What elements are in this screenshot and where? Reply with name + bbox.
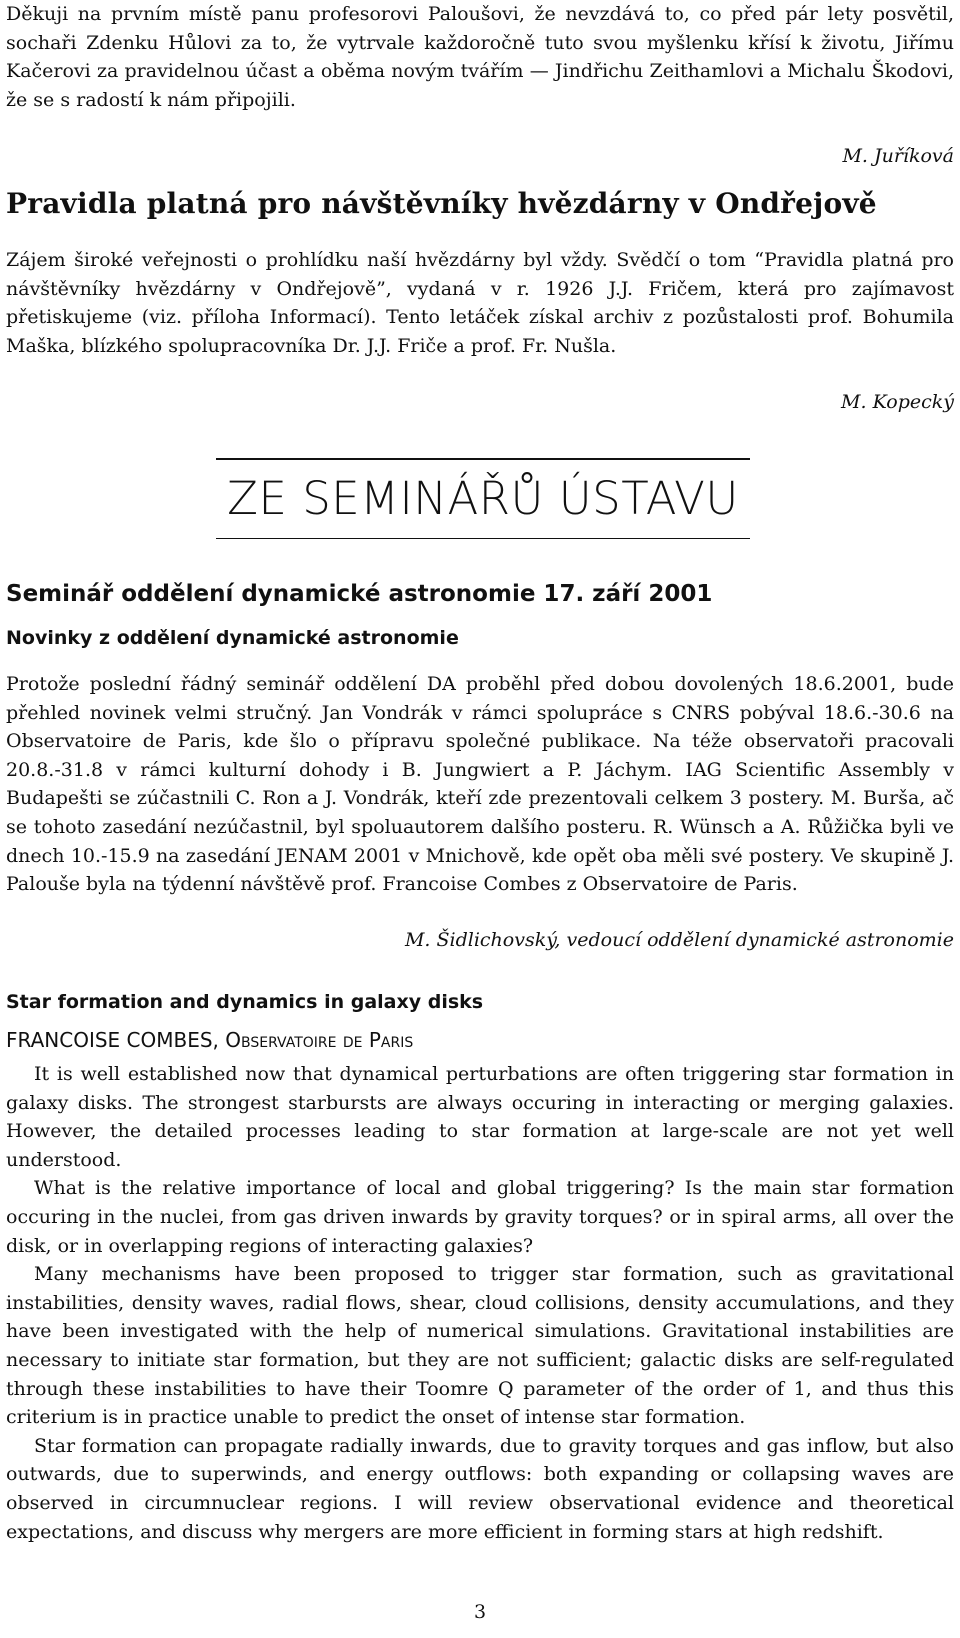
abstract-paragraph: What is the relative importance of local and global triggering? Is the main star formation occuring in the nuclei, from gas driven inwards by gravity torques? or in spiral arms, all over the disk, or in overlapping regions of interacting galaxies? — [6, 1177, 954, 1257]
abstract-paragraph: Many mechanisms have been proposed to trigger star formation, such as gravitational instabilities, density waves, radial flows, shear, cloud collisions, density accumulations, and they have been investigated with the help of numerical simulations. Gravitational instabilities are necessary to initiate star formation, but they are not sufficient; galactic disks are self-regulated through these instabilities to have their Toomre Q parameter of the order of 1, and thus this criterium is in practice unable to predict the onset of intense star formation. — [6, 1263, 954, 1429]
intro-signature: M. Juříková — [842, 145, 954, 167]
talk-affiliation: Observatoire de Paris — [225, 1028, 414, 1052]
banner-bottom-rule — [216, 538, 750, 540]
banner-title: ZE SEMINÁŘŮ ÚSTAVU — [227, 471, 739, 525]
seminar-paragraph: Protože poslední řádný seminář oddělení DA proběhl před dobou dovolených 18.6.2001, bude přehled novinek velmi stručný. Jan Vondrák v rámci spolupráce s CNRS pobýval 18.6.-30.6 na Observatoire de Paris, kde šlo o přípravu společné publikace. Na téže observatoři pracovali 20.8.-31.8 v rámci kulturní dohody i B. Jungwiert a P. Jáchym. IAG Scientific Assembly v Budapešti se zúčastnili C. Ron a J. Vondrák, kteří zde prezentovali celkem 3 postery. M. Burša, ač se tohoto zasedání nezúčastnil, byl spoluautorem dalšího posteru. R. Wünsch a A. Růžička byli ve dnech 10.-15.9 na zasedání JENAM 2001 v Mnichově, kde opět oba měli své postery. Ve skupině J. Palouše byla na týdenní návštěvě prof. Francoise Combes z Observatoire de Paris. — [6, 673, 954, 896]
page-number: 3 — [473, 1601, 487, 1623]
pravidla-paragraph: Zájem široké veřejnosti o prohlídku naší hvězdárny byl vždy. Svědčí o tom “Pravidla platná pro návštěvníky hvězdárny v Ondřejově”, vydaná v r. 1926 J.J. Fričem, která pro zajímavost přetiskujeme (viz. příloha Informací). Tento letáček získal archiv z pozůstalosti prof. Bohumila Maška, blízkého spolupracovníka Dr. J.J. Friče a prof. Fr. Nušla. — [6, 249, 954, 357]
section-banner — [216, 458, 750, 539]
talk-author: FRANCOISE COMBES, — [6, 1028, 219, 1052]
seminar-heading: Seminář oddělení dynamické astronomie 17. září 2001 — [6, 581, 713, 607]
abstract-paragraph: Star formation can propagate radially inwards, due to gravity torques and gas inflow, but also outwards, due to superwinds, and energy outflows: both expanding or collapsing waves are observed in circumnuclear regions. I will review observational evidence and theoretical expectations, and discuss why mergers are more efficient in forming stars at high redshift. — [6, 1434, 954, 1543]
talk-author-line — [6, 1026, 954, 1054]
talk-title: Star formation and dynamics in galaxy disks — [6, 991, 484, 1013]
intro-paragraph: Děkuji na prvním místě panu profesorovi Paloušovi, že nevzdává to, co před pár lety posvětil, sochaři Zdenku Hůlovi za to, že vytrvale každoročně tuto svou myšlenku křísí k životu, Jiřímu Kačerovi za pravidelnou účast a oběma novým tvářím — Jindřichu Zeithamlovi a Michalu Škodovi, že se s radostí k nám připojili. — [6, 3, 954, 111]
seminar-subheading: Novinky z oddělení dynamické astronomie — [6, 627, 459, 649]
pravidla-heading: Pravidla platná pro návštěvníky hvězdárny v Ondřejově — [6, 187, 877, 220]
pravidla-signature: M. Kopecký — [841, 391, 954, 413]
abstract-paragraph: It is well established now that dynamical perturbations are often triggering star formation in galaxy disks. The strongest starbursts are always occuring in interacting or merging galaxies. However, the detailed processes leading to star formation at large-scale are not yet well understood. — [6, 1063, 954, 1171]
talk-abstract — [6, 1060, 954, 1546]
seminar-signature: M. Šidlichovský, vedoucí oddělení dynamické astronomie — [404, 929, 954, 951]
